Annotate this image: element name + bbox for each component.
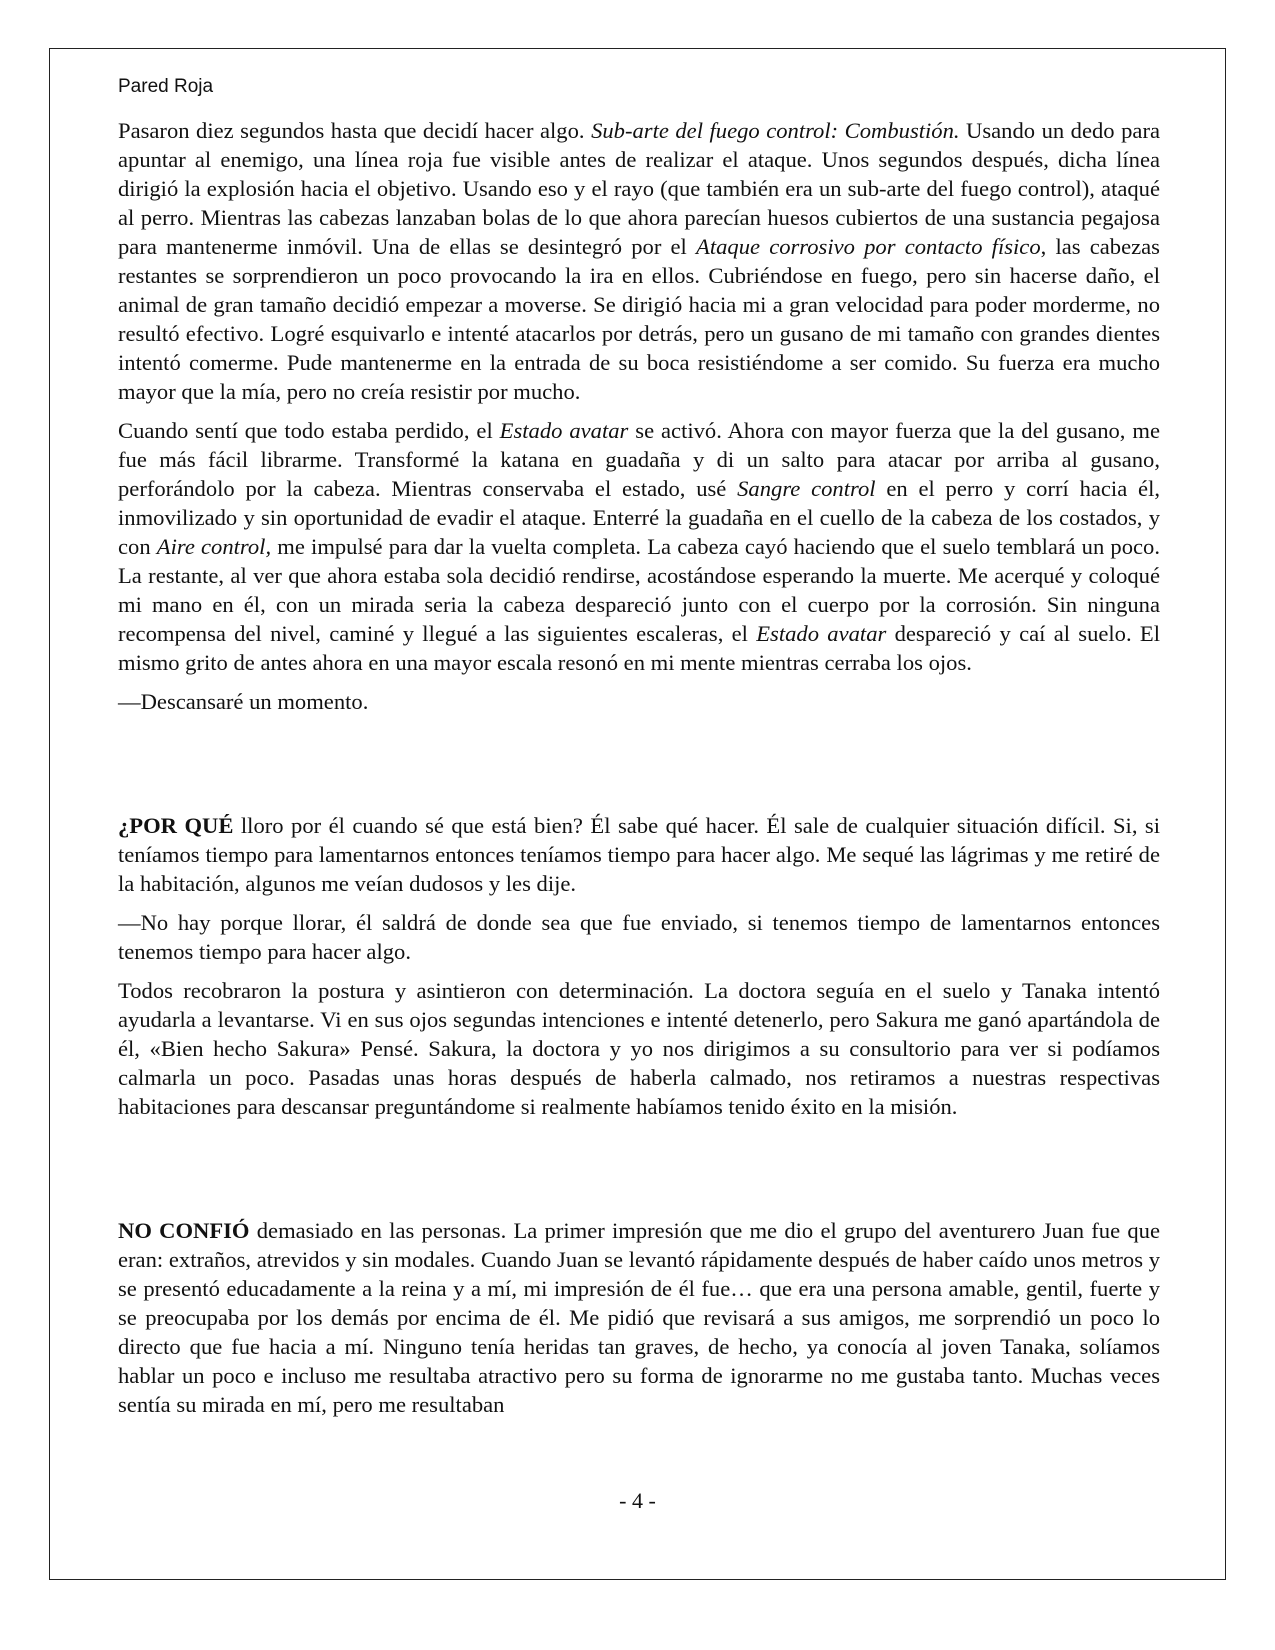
italic-term: Ataque corrosivo por contacto físico <box>696 234 1041 259</box>
section-break <box>118 1131 1160 1216</box>
text-run: en el perro y corrí hacia él, inmovilizado y sin oportunidad de evadir el ataque. Enterré la guadaña en el cuello de la cabeza de los costados, y con <box>118 476 1160 559</box>
page-number: - 4 - <box>619 1488 656 1513</box>
italic-term: Aire control, <box>156 534 272 559</box>
page-body <box>118 116 1160 1429</box>
italic-term: Estado avatar <box>499 418 629 443</box>
text-run: demasiado en las personas. La primer impresión que me dio el grupo del aventurero Juan fue que eran: extraños, atrevidos y sin modales. Cuando Juan se levantó rápidamente después de haber caído unos metros y se presentó educadamente a la reina y a mí, mi impresión de él fue… que era una persona amable, gentil, fuerte y se preocupaba por los demás por encima de él. Me pidió que revisará a sus amigos, me sorprendió un poco lo directo que fue hacia a mí. Ninguno tenía heridas tan graves, de hecho, ya conocía al joven Tanaka, solíamos hablar un poco e incluso me resultaba atractivo pero su forma de ignorarme no me gustaba tanto. Muchas veces sentía su mirada en mí, pero me resultaban <box>118 1218 1160 1417</box>
text-run: despareció y caí al suelo. El mismo grito de antes ahora en una mayor escala resonó en mi mente mientras cerraba los ojos. <box>118 621 1160 675</box>
dialogue-line-no-llorar: —No hay porque llorar, él saldrá de donde sea que fue enviado, si tenemos tiempo de lamentarnos entonces tenemos tiempo para hacer algo. <box>118 910 1160 964</box>
section-lead-in: NO CONFIÓ <box>118 1218 250 1243</box>
section-break <box>118 726 1160 811</box>
text-run: , las cabezas restantes se sorprendieron un poco provocando la ira en ellos. Cubriéndose en fuego, pero sin hacerse daño, el animal de gran tamaño decidió empezar a moverse. Se dirigió hacia mi a gran velocidad para poder morderme, no resultó efectivo. Logré esquivarlo e intenté atacarlos por detrás, pero un gusano de mi tamaño con grandes dientes intentó comerme. Pude mantenerme en la entrada de su boca resistiéndome a ser comido. Su fuerza era mucho mayor que la mía, pero no creía resistir por mucho. <box>118 234 1160 404</box>
text-run: Cuando sentí que todo estaba perdido, el <box>118 418 500 443</box>
paragraph-section-3-opening <box>118 1216 1160 1419</box>
italic-term: Sangre control <box>737 476 876 501</box>
text-run: Usando un dedo para apuntar al enemigo, una línea roja fue visible antes de realizar el ataque. Unos segundos después, dicha línea dirigió la explosión hacia el objetivo. Usando eso y el rayo (que también era un sub-arte del fuego control), ataqué al perro. Mientras las cabezas lanzaban bolas de lo que ahora parecían huesos cubiertos de una sustancia pegajosa para mantenerme inmóvil. Una de ellas se desintegró por el <box>118 118 1160 259</box>
text-run: lloro por él cuando sé que está bien? Él sabe qué hacer. Él sale de cualquier situación difícil. Si, si teníamos tiempo para lamentarnos entonces teníamos tiempo para hacer algo. Me sequé las lágrimas y me retiré de la habitación, algunos me veían dudosos y les dije. <box>118 813 1160 896</box>
paragraph-section-2-opening <box>118 811 1160 898</box>
text-run: me impulsé para dar la vuelta completa. La cabeza cayó haciendo que el suelo temblará un poco. La restante, al ver que ahora estaba sola decidió rendirse, acostándose esperando la muerte. Me acerqué y coloqué mi mano en él, con un mirada seria la cabeza despareció junto con el cuerpo por la corrosión. Sin ninguna recompensa del nivel, caminé y llegué a las siguientes escaleras, el <box>118 534 1160 646</box>
italic-term: Sub-arte del fuego control: Combustión. <box>591 118 960 143</box>
paragraph-section-2-close: Todos recobraron la postura y asintieron con determinación. La doctora seguía en el suelo y Tanaka intentó ayudarla a levantarse. Vi en sus ojos segundas intenciones e intenté detenerlo, pero Sakura me ganó apartándola de él, «Bien hecho Sakura» Pensé. Sakura, la doctora y yo nos dirigimos a su consultorio para ver si podíamos calmarla un poco. Pasadas unas horas después de haberla calmado, nos retiramos a nuestras respectivas habitaciones para descansar preguntándome si realmente habíamos tenido éxito en la misión. <box>118 978 1160 1119</box>
text-run: Pasaron diez segundos hasta que decidí hacer algo. <box>118 118 592 143</box>
paragraph-combat-1 <box>118 116 1160 406</box>
text-run: se activó. Ahora con mayor fuerza que la del gusano, me fue más fácil librarme. Transformé la katana en guadaña y di un salto para atacar por arriba al gusano, perforándolo por la cabeza. Mientras conservaba el estado, usé <box>118 418 1160 501</box>
dialogue-line-rest: —Descansaré un momento. <box>118 689 369 714</box>
italic-term: Estado avatar <box>756 621 887 646</box>
paragraph-combat-2 <box>118 416 1160 677</box>
running-header: Pared Roja <box>118 76 214 97</box>
section-lead-in: ¿POR QUÉ <box>118 813 234 838</box>
